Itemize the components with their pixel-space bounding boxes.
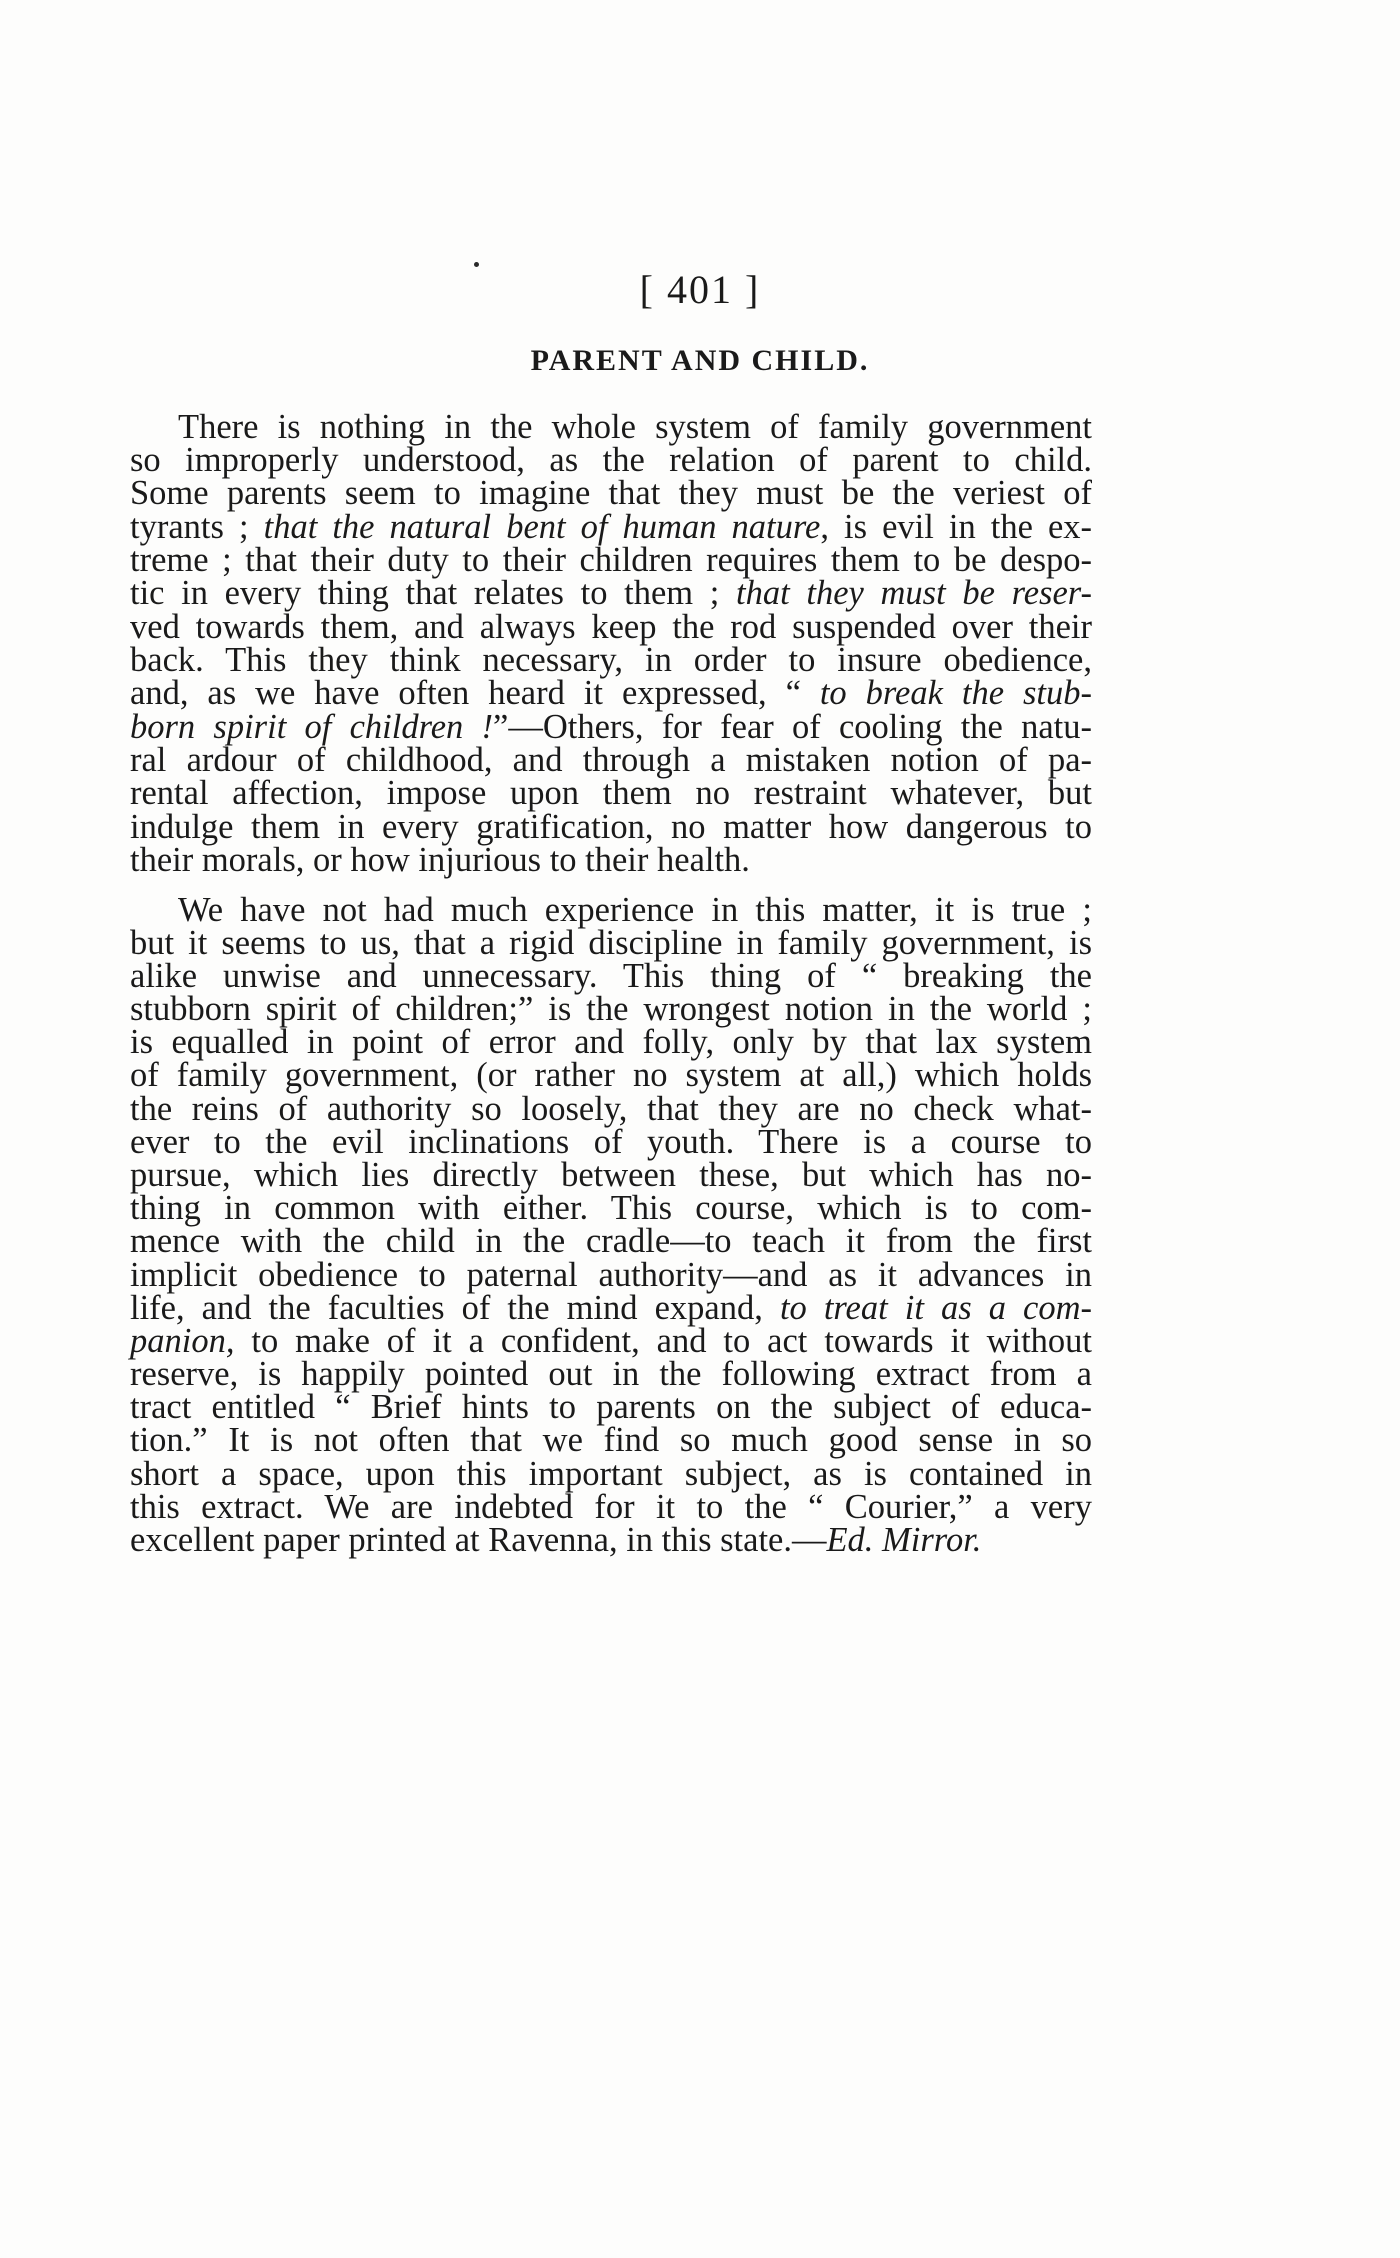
- text-line: [130, 1390, 1092, 1425]
- text-line: [178, 410, 1092, 445]
- text-line: [130, 1258, 1092, 1293]
- text-line: [130, 1058, 1092, 1093]
- text-line-content: but it seems to us, that a rigid discipline in family government, is: [130, 924, 1092, 962]
- text-line-content: short a space, upon this important subject, as is contained in: [130, 1455, 1092, 1493]
- text-line-content: this extract. We are indebted for it to the “ Courier,” a very: [130, 1488, 1092, 1526]
- text-line: [130, 576, 1092, 611]
- text-line-content: indulge them in every gratification, no matter how dangerous to: [130, 808, 1092, 846]
- text-line-content: ral ardour of childhood, and through a mistaken notion of pa-: [130, 741, 1092, 779]
- text-line-content: ever to the evil inclinations of youth. There is a course to: [130, 1123, 1092, 1161]
- text-line: [130, 476, 1092, 511]
- text-line-content: mence with the child in the cradle—to teach it from the first: [130, 1222, 1092, 1260]
- text-line: [130, 1125, 1092, 1160]
- text-line: [130, 992, 1092, 1027]
- text-line: [130, 843, 750, 878]
- text-line: [130, 743, 1092, 778]
- text-line: [130, 1523, 981, 1558]
- text-line-content: tract entitled “ Brief hints to parents on the subject of educa-: [130, 1388, 1092, 1426]
- text-line: [130, 959, 1092, 994]
- text-line-content: tion.” It is not often that we find so much good sense in so: [130, 1421, 1092, 1459]
- text-line-content: life, and the faculties of the mind expand, to treat it as a com-: [130, 1289, 1092, 1327]
- text-line: [130, 710, 1092, 745]
- text-line: [130, 810, 1092, 845]
- text-line: [130, 1092, 1092, 1127]
- text-line: [130, 1158, 1092, 1193]
- text-line-content: reserve, is happily pointed out in the following extract from a: [130, 1355, 1092, 1393]
- text-line-content: There is nothing in the whole system of family government: [178, 408, 1092, 446]
- text-line-content: of family government, (or rather no system at all,) which holds: [130, 1056, 1092, 1094]
- text-line-content: tyrants ; that the natural bent of human nature, is evil in the ex-: [130, 508, 1093, 546]
- text-line-content: implicit obedience to paternal authority—and as it advances in: [130, 1256, 1092, 1294]
- text-line-content: the reins of authority so loosely, that they are no check what-: [130, 1090, 1092, 1128]
- page-number: [ 401 ]: [639, 267, 761, 312]
- article-title: PARENT AND CHILD.: [530, 344, 870, 377]
- text-line-content: back. This they think necessary, in order to insure obedience,: [130, 641, 1092, 679]
- text-line-content: and, as we have often heard it expressed, “ to break the stub-: [130, 674, 1092, 712]
- text-line-content: panion, to make of it a confident, and to act towards it without: [130, 1322, 1092, 1360]
- text-line: [130, 610, 1092, 645]
- text-line-content: Some parents seem to imagine that they must be the veriest of: [130, 474, 1092, 512]
- text-line-content: pursue, which lies directly between these, but which has no-: [130, 1156, 1092, 1194]
- text-line-content: rental affection, impose upon them no restraint whatever, but: [130, 774, 1092, 812]
- text-line: [130, 1490, 1092, 1525]
- text-line: [130, 926, 1092, 961]
- text-line: [130, 1291, 1092, 1326]
- text-line-content: thing in common with either. This course, which is to com-: [130, 1189, 1092, 1227]
- text-line-content: ved towards them, and always keep the rod suspended over their: [130, 608, 1092, 646]
- text-line: [130, 443, 1092, 478]
- text-line-content: their morals, or how injurious to their health.: [130, 841, 750, 879]
- text-line: [130, 676, 1092, 711]
- text-line: [130, 1224, 1092, 1259]
- ink-speck-mark: [474, 262, 479, 267]
- text-line-content: tic in every thing that relates to them ; that they must be reser-: [130, 574, 1092, 612]
- text-line: [130, 776, 1092, 811]
- text-line: [130, 1357, 1092, 1392]
- text-line: [130, 1324, 1092, 1359]
- text-line-content: is equalled in point of error and folly, only by that lax system: [130, 1023, 1092, 1061]
- text-line: [130, 1423, 1092, 1458]
- text-line-content: so improperly understood, as the relation of parent to child.: [130, 441, 1092, 479]
- text-line-content: We have not had much experience in this matter, it is true ;: [178, 891, 1092, 929]
- text-line-content: treme ; that their duty to their children requires them to be despo-: [130, 541, 1092, 579]
- text-line-content: excellent paper printed at Ravenna, in this state.—Ed. Mirror.: [130, 1521, 982, 1559]
- text-line-content: stubborn spirit of children;” is the wrongest notion in the world ;: [130, 990, 1092, 1028]
- text-line: [130, 1025, 1092, 1060]
- text-line: [178, 893, 1092, 928]
- text-line-content: alike unwise and unnecessary. This thing of “ breaking the: [130, 957, 1092, 995]
- text-line: [130, 1191, 1092, 1226]
- text-line: [130, 1457, 1092, 1492]
- text-line-content: born spirit of children !”—Others, for fear of cooling the natu-: [130, 708, 1092, 746]
- text-line: [130, 643, 1092, 678]
- text-line: [130, 510, 1092, 545]
- text-line: [130, 543, 1092, 578]
